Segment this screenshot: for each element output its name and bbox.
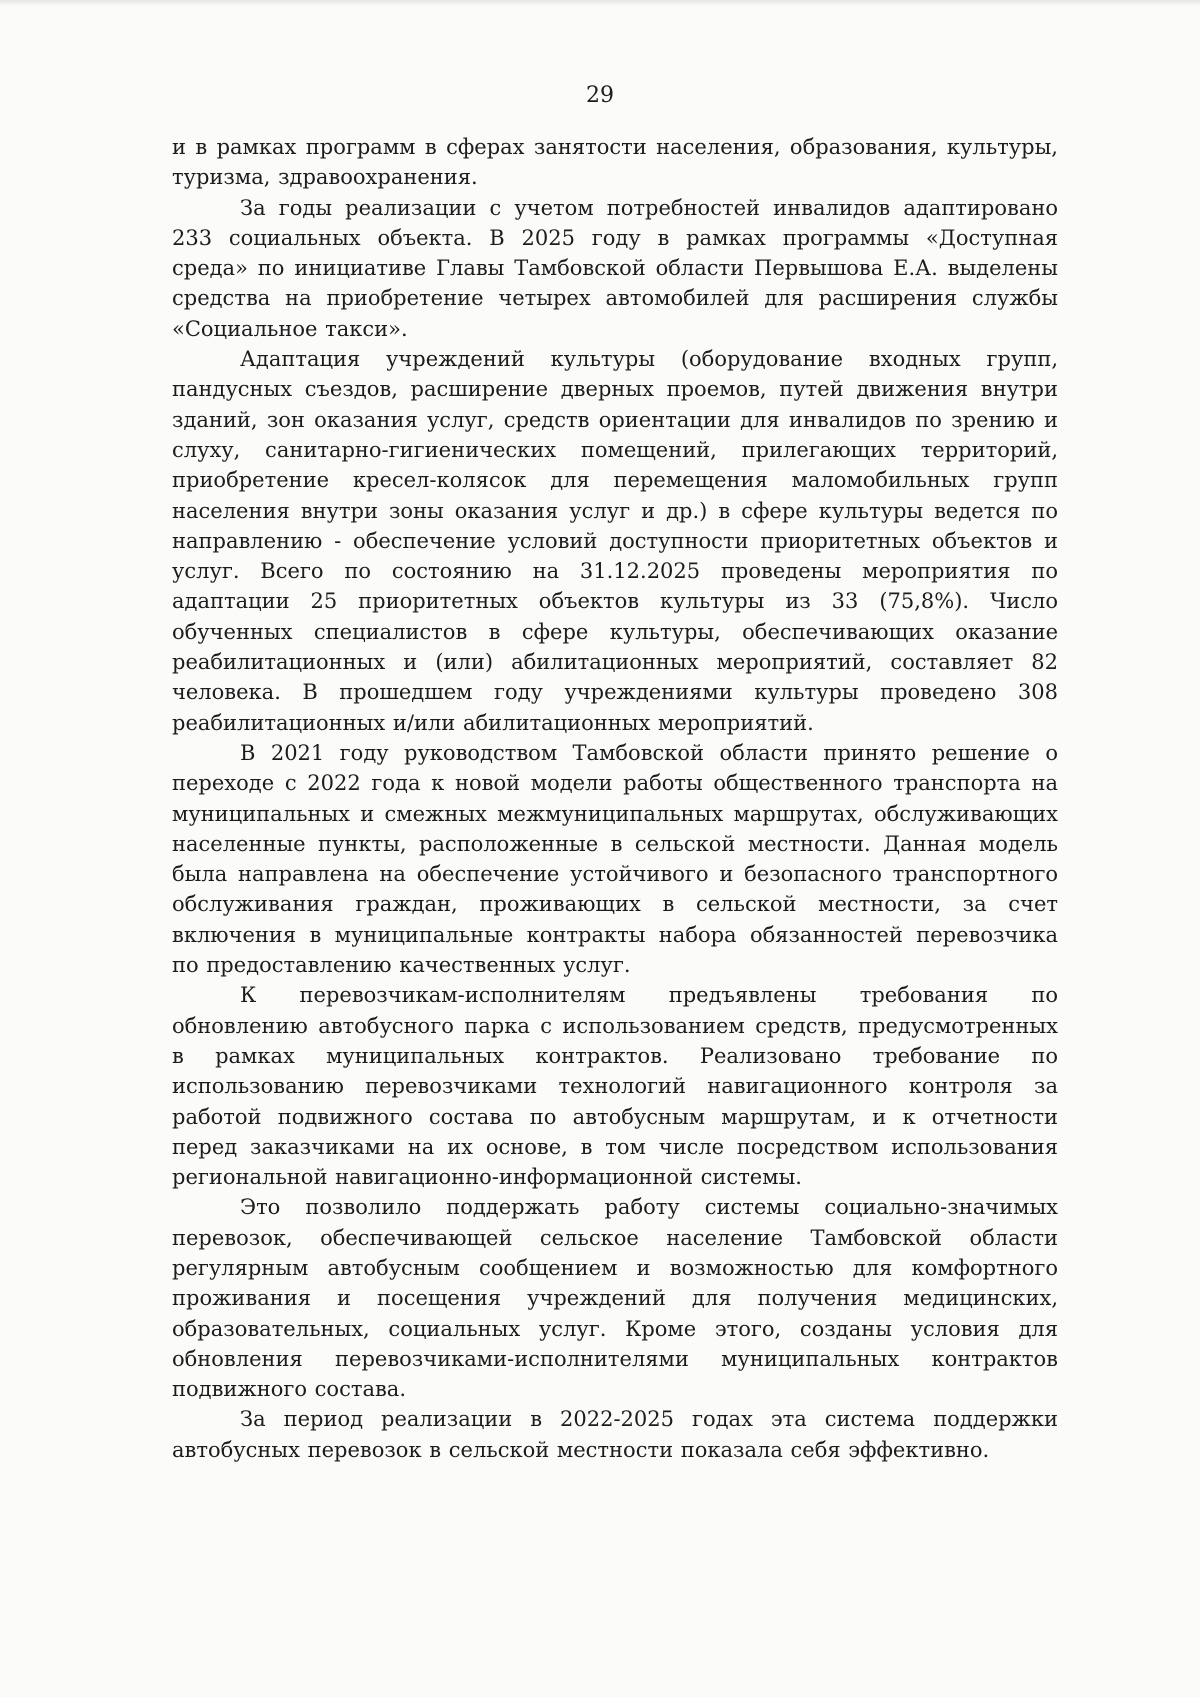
paragraph-continuation: и в рамках программ в сферах занятости населения, образования, культуры, туризма, здравоохранения. [172,135,1058,190]
paragraph-social-objects: За годы реализации с учетом потребностей инвалидов адаптировано 233 социальных объекта. В 2025 году в рамках программы «Доступная среда» по инициативе Главы Тамбовской области Первышова Е.А. выделены средства на приобретение четырех автомобилей для расширения службы «Социальное такси». [172,195,1058,341]
paragraph-period-results: За период реализации в 2022-2025 годах эта система поддержки автобусных перевозок в сельской местности показала себя эффективно. [172,1407,1058,1462]
paragraph-transport-model: В 2021 году руководством Тамбовской области принято решение о переходе с 2022 года к новой модели работы общественного транспорта на муниципальных и смежных межмуниципальных маршрутах, обслуживающих населенные пункты, расположенные в сельской местности. Данная модель была направлена на обеспечение устойчивого и безопасного транспортного обслуживания граждан, проживающих в сельской местности, за счет включения в муниципальные контракты набора обязанностей перевозчика по предоставлению качественных услуг. [172,740,1058,978]
scan-edge [0,0,1200,6]
paragraph-culture-adaptation: Адаптация учреждений культуры (оборудование входных групп, пандусных съездов, расширение дверных проемов, путей движения внутри зданий, зон оказания услуг, средств ориентации для инвалидов по зрению и слуху, санитарно-гигиенических помещений, прилегающих территорий, приобретение кресел-колясок для перемещения маломобильных групп населения внутри зоны оказания услуг и др.) в сфере культуры ведется по направлению - обеспечение условий доступности приоритетных объектов и услуг. Всего по состоянию на 31.12.2025 проведены мероприятия по адаптации 25 приоритетных объектов культуры из 33 (75,8%). Число обученных специалистов в сфере культуры, обеспечивающих оказание реабилитационных и (или) абилитационных мероприятий, составляет 82 человека. В прошедшем году учреждениями культуры проведено 308 реабилитационных и/или абилитационных мероприятий. [172,347,1058,735]
paragraph-social-transport: Это позволило поддержать работу системы социально-значимых перевозок, обеспечивающей сельское население Тамбовской области регулярным автобусным сообщением и возможностью для комфортного проживания и посещения учреждений для получения медицинских, образовательных, социальных услуг. Кроме этого, созданы условия для обновления перевозчиками-исполнителями муниципальных контрактов подвижного состава. [172,1195,1058,1402]
document-body [172,132,1058,1465]
paragraph-carrier-requirements: К перевозчикам-исполнителям предъявлены требования по обновлению автобусного парка с использованием средств, предусмотренных в рамках муниципальных контрактов. Реализовано требование по использованию перевозчиками технологий навигационного контроля за работой подвижного состава по автобусным маршрутам, и к отчетности перед заказчиками на их основе, в том числе посредством использования региональной навигационно-информационной системы. [172,983,1058,1190]
page-number: 29 [586,83,614,108]
